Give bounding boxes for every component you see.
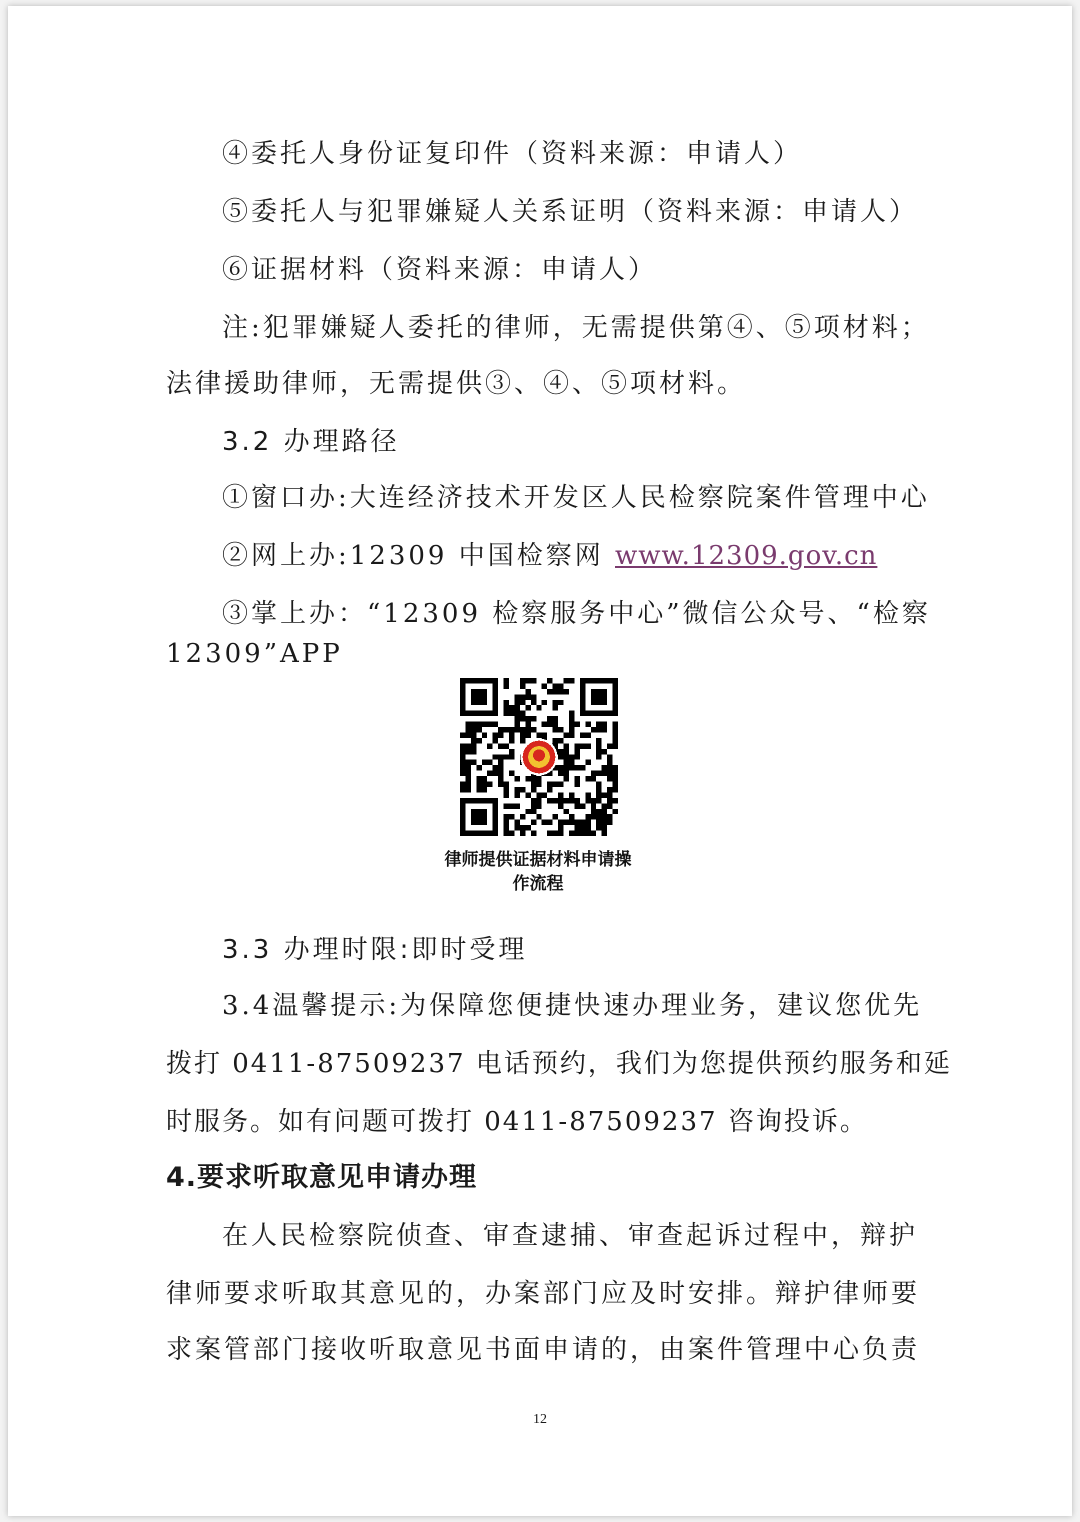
text-line: ③掌上办：“12309 检察服务中心”微信公众号、“检察 <box>222 599 931 629</box>
note-line: 注:犯罪嫌疑人委托的律师，无需提供第④、⑤项材料； <box>222 313 930 343</box>
qr-caption: 作流程 <box>512 874 564 894</box>
text-line: 求案管部门接收听取意见书面申请的，由案件管理中心负责 <box>166 1335 921 1365</box>
text-line: ⑤委托人与犯罪嫌疑人关系证明（资料来源：申请人） <box>222 197 919 227</box>
text-line: ①窗口办:大连经济技术开发区人民检察院案件管理中心 <box>222 483 930 513</box>
text-line <box>222 538 877 574</box>
document-page <box>8 6 1072 1516</box>
website-link[interactable]: www.12309.gov.cn <box>615 541 878 571</box>
note-line: 法律援助律师，无需提供③、④、⑤项材料。 <box>166 369 747 399</box>
text-line: 3.4温馨提示:为保障您便捷快速办理业务，建议您优先 <box>222 991 923 1021</box>
text-prefix: ②网上办:12309 中国检察网 <box>222 541 615 571</box>
text-line: ④委托人身份证复印件（资料来源：申请人） <box>222 139 803 169</box>
text-line: 拨打 0411-87509237 电话预约，我们为您提供预约服务和延 <box>166 1049 952 1079</box>
text-line: 12309”APP <box>166 639 343 669</box>
qr-code-icon <box>460 678 618 836</box>
text-line: 时服务。如有问题可拨打 0411-87509237 咨询投诉。 <box>166 1107 868 1137</box>
section-heading: 4.要求听取意见申请办理 <box>166 1162 478 1193</box>
subsection-heading: 3.3 办理时限:即时受理 <box>222 935 528 965</box>
qr-caption: 律师提供证据材料申请操 <box>444 850 632 870</box>
qr-code <box>460 678 618 836</box>
page-number: 12 <box>533 1412 547 1427</box>
text-line: 律师要求听取其意见的，办案部门应及时安排。辩护律师要 <box>166 1279 921 1309</box>
text-line: 在人民检察院侦查、审查逮捕、审查起诉过程中，辩护 <box>222 1221 919 1251</box>
subsection-heading: 3.2 办理路径 <box>222 427 400 457</box>
text-line: ⑥证据材料（资料来源：申请人） <box>222 255 658 285</box>
